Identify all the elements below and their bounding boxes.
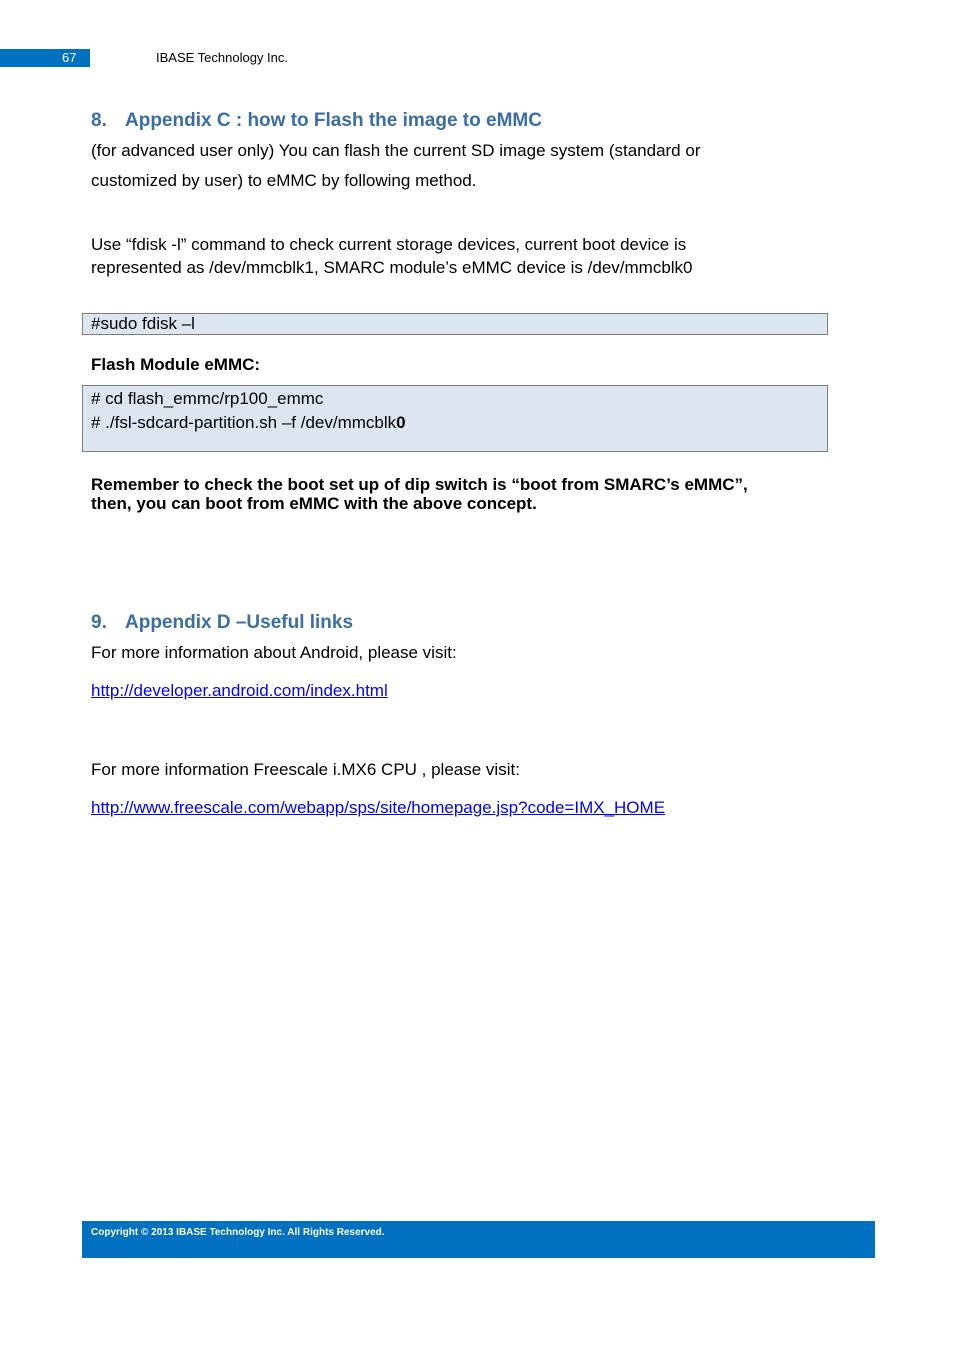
intro-paragraph — [91, 136, 831, 196]
footer-bar — [82, 1221, 875, 1258]
warning-line-2: then, you can boot from eMMC with the above concept. — [91, 494, 537, 513]
page-number: 67 — [62, 50, 77, 65]
intro-line-2: customized by user) to eMMC by following method. — [91, 171, 477, 190]
command-fdisk: #sudo fdisk –l — [91, 314, 195, 333]
fdisk-line-2: represented as /dev/mmcblk1, SMARC module’s eMMC device is /dev/mmcblk0 — [91, 258, 693, 277]
company-name: IBASE Technology Inc. — [156, 50, 289, 65]
command-partition-device-number: 0 — [396, 413, 406, 432]
freescale-info-text: For more information Freescale i.MX6 CPU , please visit: — [91, 760, 520, 779]
command-cd: # cd flash_emmc/rp100_emmc — [91, 389, 324, 408]
intro-line-1: (for advanced user only) You can flash the current SD image system (standard or — [91, 141, 701, 160]
fdisk-line-1: Use “fdisk -l” command to check current storage devices, current boot device is — [91, 235, 687, 254]
freescale-link[interactable]: http://www.freescale.com/webapp/sps/site/homepage.jsp?code=IMX_HOME — [91, 798, 666, 817]
section-9-title: Appendix D –Useful links — [125, 612, 354, 633]
section-8-number: 8. — [91, 110, 107, 131]
section-9-heading — [91, 611, 353, 635]
copyright-text: Copyright © 2013 IBASE Technology Inc. All Rights Reserved. — [91, 1227, 385, 1238]
fdisk-paragraph — [91, 233, 831, 279]
android-info-text: For more information about Android, please visit: — [91, 643, 457, 662]
command-partition-text: # ./fsl-sdcard-partition.sh –f /dev/mmcblk — [91, 413, 397, 432]
section-9-number: 9. — [91, 612, 107, 633]
flash-module-label: Flash Module eMMC: — [91, 355, 261, 374]
warning-line-1: Remember to check the boot set up of dip switch is “boot from SMARC’s eMMC”, — [91, 475, 748, 494]
section-8-title: Appendix C : how to Flash the image to eMMC — [125, 110, 542, 131]
command-partition — [91, 411, 827, 435]
android-link[interactable]: http://developer.android.com/index.html — [91, 681, 388, 700]
boot-warning — [91, 475, 821, 513]
section-8-heading — [91, 109, 542, 133]
command-box-flash — [82, 385, 828, 452]
command-box-fdisk — [82, 313, 828, 335]
page-number-tab — [0, 49, 90, 67]
